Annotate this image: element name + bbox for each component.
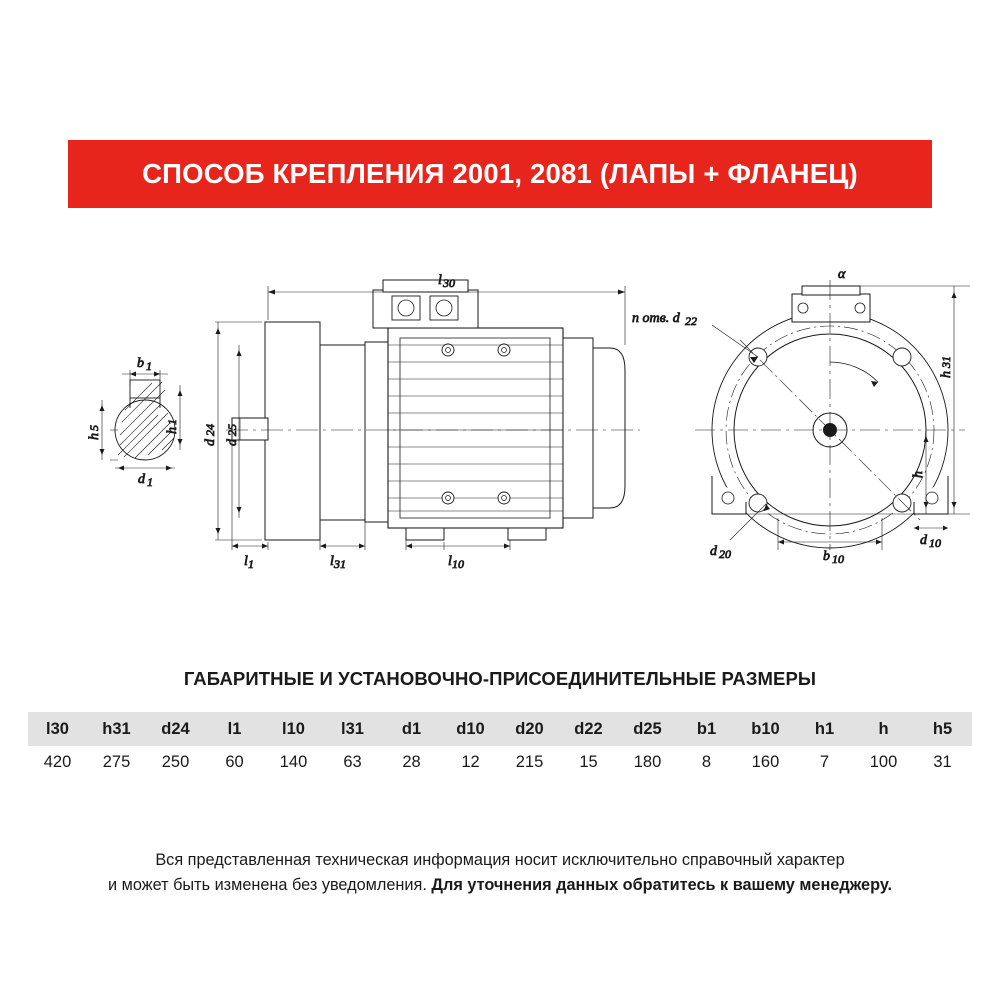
table-header-row bbox=[28, 712, 972, 746]
svg-text:31: 31 bbox=[334, 557, 346, 571]
disclaimer-line1: Вся представленная техническая информация носит исключительно справочный характер bbox=[155, 851, 845, 869]
label-l31: l bbox=[330, 554, 334, 569]
disclaimer bbox=[80, 848, 920, 898]
svg-text:5: 5 bbox=[87, 425, 101, 431]
shaft-section-view bbox=[87, 356, 183, 489]
col-h: h bbox=[854, 712, 913, 746]
cell-h: 100 bbox=[869, 752, 898, 771]
cell-d24: 250 bbox=[161, 752, 190, 771]
cell-d20: 215 bbox=[515, 752, 544, 771]
motor-side-view bbox=[203, 273, 640, 571]
svg-text:22: 22 bbox=[685, 314, 697, 328]
svg-text:30: 30 bbox=[443, 276, 455, 290]
col-d24: d24 bbox=[146, 712, 205, 746]
col-d1: d1 bbox=[382, 712, 441, 746]
table-row bbox=[28, 746, 972, 778]
svg-text:24: 24 bbox=[203, 424, 217, 436]
table-title: ГАБАРИТНЫЕ И УСТАНОВОЧНО-ПРИСОЕДИНИТЕЛЬНЫЕ РАЗМЕРЫ bbox=[183, 668, 817, 689]
label-alpha: α bbox=[838, 267, 846, 282]
cell-h1: 7 bbox=[819, 752, 830, 771]
col-b1: b1 bbox=[677, 712, 736, 746]
svg-text:10: 10 bbox=[832, 552, 844, 566]
page-title: СПОСОБ КРЕПЛЕНИЯ 2001, 2081 (ЛАПЫ + ФЛАНЕЦ) bbox=[142, 158, 858, 189]
cell-l10: 140 bbox=[279, 752, 308, 771]
col-b10: b10 bbox=[736, 712, 795, 746]
cell-h5: 31 bbox=[933, 752, 952, 771]
label-d25: d bbox=[225, 439, 240, 446]
col-h31: h31 bbox=[87, 712, 146, 746]
col-l10: l10 bbox=[264, 712, 323, 746]
cell-b1: 8 bbox=[701, 752, 712, 771]
motor-front-view bbox=[632, 267, 970, 566]
disclaimer-line2-normal: и может быть изменена без уведомления. bbox=[108, 876, 432, 894]
col-h1: h1 bbox=[795, 712, 854, 746]
label-d1: d bbox=[138, 472, 145, 487]
label-l1: l bbox=[244, 554, 248, 569]
col-d20: d20 bbox=[500, 712, 559, 746]
col-d10: d10 bbox=[441, 712, 500, 746]
svg-text:31: 31 bbox=[939, 356, 953, 368]
cell-h31: 275 bbox=[102, 752, 131, 771]
cell-d25: 180 bbox=[633, 752, 662, 771]
cell-l1: 60 bbox=[225, 752, 244, 771]
cell-l31: 63 bbox=[343, 752, 362, 771]
svg-text:1: 1 bbox=[147, 475, 153, 489]
svg-text:1: 1 bbox=[248, 557, 254, 571]
label-d22-note: n отв. d bbox=[632, 311, 680, 326]
technical-drawing bbox=[40, 250, 970, 610]
disclaimer-line2-bold: Для уточнения данных обратитесь к вашему менеджеру. bbox=[431, 876, 892, 894]
svg-text:10: 10 bbox=[929, 536, 941, 550]
label-d20: d bbox=[710, 544, 717, 559]
label-d24: d bbox=[203, 439, 218, 446]
label-d10: d bbox=[920, 533, 927, 548]
col-d25: d25 bbox=[618, 712, 677, 746]
cell-l30: 420 bbox=[43, 752, 72, 771]
header-banner bbox=[68, 140, 932, 208]
svg-text:20: 20 bbox=[719, 547, 731, 561]
disclaimer-line2 bbox=[80, 873, 920, 898]
svg-text:1: 1 bbox=[146, 359, 152, 373]
col-h5: h5 bbox=[913, 712, 972, 746]
label-b1: b bbox=[137, 356, 144, 371]
label-h5: h bbox=[87, 433, 102, 440]
svg-text:25: 25 bbox=[225, 424, 239, 436]
cell-b10: 160 bbox=[751, 752, 780, 771]
cell-d22: 15 bbox=[579, 752, 598, 771]
label-b10: b bbox=[823, 549, 830, 564]
cell-d10: 12 bbox=[461, 752, 480, 771]
label-l30: l bbox=[438, 273, 442, 288]
col-l1: l1 bbox=[205, 712, 264, 746]
col-l30: l30 bbox=[28, 712, 87, 746]
label-h31: h bbox=[939, 371, 954, 378]
label-h: h bbox=[911, 471, 926, 478]
col-d22: d22 bbox=[559, 712, 618, 746]
col-l31: l31 bbox=[323, 712, 382, 746]
svg-text:1: 1 bbox=[165, 419, 179, 425]
label-l10: l bbox=[448, 554, 452, 569]
label-h1: h bbox=[165, 427, 180, 434]
cell-d1: 28 bbox=[402, 752, 421, 771]
dimensions-table bbox=[28, 712, 972, 778]
svg-text:10: 10 bbox=[452, 557, 464, 571]
